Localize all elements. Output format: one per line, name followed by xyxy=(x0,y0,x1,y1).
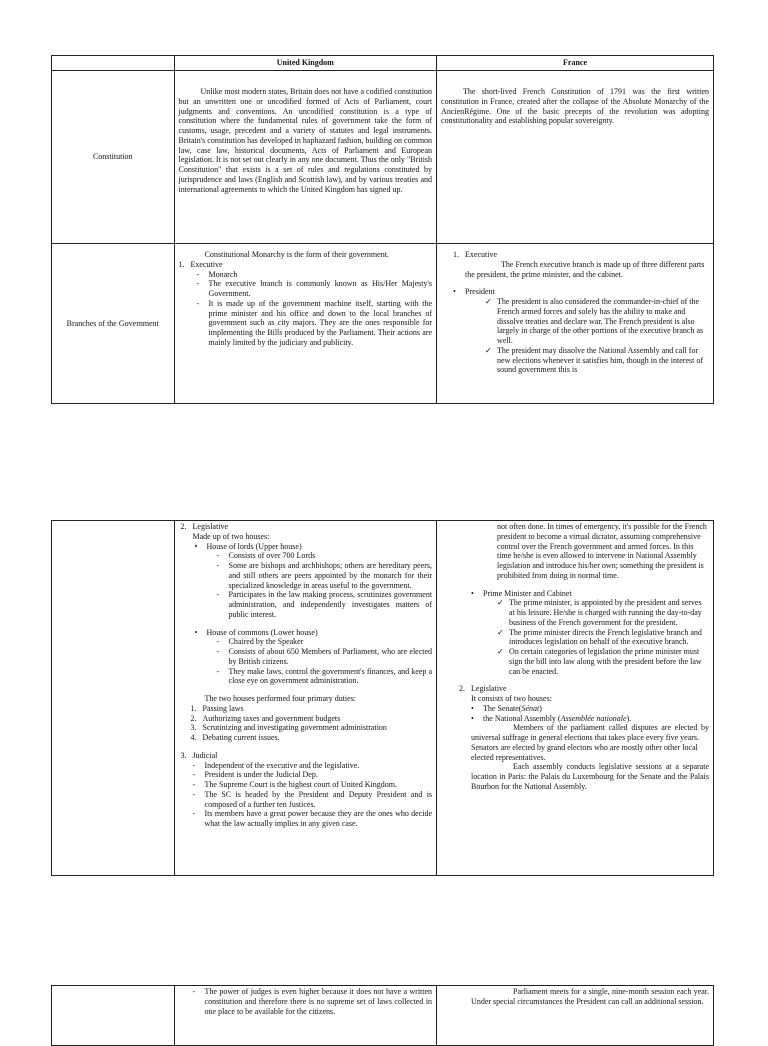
comparison-table-2 xyxy=(51,520,714,876)
dash-marker: - xyxy=(192,809,196,819)
senate-item xyxy=(471,704,709,714)
bullet-marker: • xyxy=(453,287,456,297)
uk-constitution-text: Unlike most modern states, Britain does not have a codified constitution but an unwritten one or uncodified formed of Acts of Parliament, court judgments and conventions. An uncodified constitution is a type of constitution where the fundamental rules of government take the form of customs, usage, precedent and a variety of statutes and legal instruments. Britain's constitution has developed in haphazard fashion, building on common law, case law, historical documents, Acts of Parliament and European legislation. It is not set out clearly in any one document. Thus the only "British Constitution" that exists is a set of rules and regulations constituted by jurisprudence and laws (English and Scottish law), and by various treaties and international agreements to which the United Kingdom has signed up. xyxy=(178,87,433,194)
list-number: 1. xyxy=(453,250,460,259)
fr-legislative-intro: It consists of two houses: xyxy=(471,694,552,703)
fr-executive-title: Executive xyxy=(465,250,498,259)
commons-list xyxy=(179,637,433,686)
dash-marker: - xyxy=(216,666,220,676)
list-item xyxy=(197,299,433,348)
uk-executive-title: Executive xyxy=(190,259,223,269)
uk-judicial-cont-cell xyxy=(174,986,437,1046)
fr-executive-text: The French executive branch is made up of three different parts the president, the prime minister, and the cabinet. xyxy=(465,259,705,279)
dash-marker: - xyxy=(192,770,196,780)
bullet-marker: • xyxy=(471,703,474,713)
fr-legislative-heading xyxy=(459,684,709,694)
bullet-marker: • xyxy=(471,588,474,598)
fr-branches-cell xyxy=(437,244,714,404)
dash-marker: - xyxy=(216,637,220,647)
list-item xyxy=(193,790,433,810)
uk-legislative-heading xyxy=(181,522,433,532)
list-item xyxy=(497,598,709,627)
list-item xyxy=(497,647,709,676)
row-label-constitution: Constitution xyxy=(52,71,175,244)
fr-president-heading xyxy=(453,287,709,297)
list-number: 1. xyxy=(178,259,185,269)
uk-legislative-judicial-cell xyxy=(174,521,437,876)
list-number: 2. xyxy=(459,684,466,694)
list-item-text: On certain categories of legislation the prime minister must sign the bill into law along with the president before the law can be enacted. xyxy=(509,647,702,676)
uk-judicial-title: Judicial xyxy=(192,750,218,760)
uk-branches-cell xyxy=(174,244,437,404)
lords-list xyxy=(179,551,433,619)
fr-president-title: President xyxy=(465,287,495,297)
lords-title: House of lords (Upper house) xyxy=(206,541,302,551)
list-item-text: Independent of the executive and the legislative. xyxy=(204,760,360,770)
dash-marker: - xyxy=(192,987,196,996)
senate-close: ) xyxy=(539,703,542,713)
list-item-text: The SC is headed by the President and Deputy President and is composed of a further ten Justices. xyxy=(204,789,433,809)
bullet-marker: • xyxy=(194,627,198,637)
list-item xyxy=(191,723,433,733)
comparison-table-3 xyxy=(51,985,714,1046)
list-number: 3. xyxy=(190,723,197,733)
uk-executive-heading xyxy=(179,260,433,270)
fr-legislative-p1: Members of the parliament called disputes are elected by universal suffrage in general elections that takes place every five years. xyxy=(471,723,709,742)
fr-constitution-text: The short-lived French Constitution of 1791 was the first written constitution in France, created after the collapse of the Absolute Monarchy of the AncienRégime. One of the basic precepts of the revolution was adopting constitutionality and establishing popular sovereignty. xyxy=(441,87,709,126)
dash-marker: - xyxy=(216,647,220,656)
dash-marker: - xyxy=(196,279,200,289)
dash-marker: - xyxy=(196,269,200,279)
header-uk: United Kingdom xyxy=(174,56,437,71)
header-row xyxy=(52,56,714,71)
list-item xyxy=(217,667,433,687)
list-item xyxy=(485,297,709,346)
assembly-item xyxy=(471,714,709,724)
pm-title: Prime Minister and Cabinet xyxy=(483,588,572,598)
list-item xyxy=(191,733,433,743)
list-item xyxy=(217,590,433,619)
senate-french-name: Sénat xyxy=(521,703,540,713)
row-label-empty xyxy=(52,521,175,876)
fr-executive-heading xyxy=(453,250,709,260)
list-item-text: They make laws, control the government's finances, and keep a close eye on government administration. xyxy=(228,666,433,686)
fr-continuation-cell xyxy=(437,521,714,876)
list-item xyxy=(497,628,709,648)
uk-judicial-heading xyxy=(181,751,433,761)
fr-constitution-cell xyxy=(437,71,714,244)
duties-intro: The two houses performed four primary duties: xyxy=(204,694,357,703)
list-item xyxy=(485,346,709,375)
dash-marker: - xyxy=(192,789,196,799)
assembly-label: the National Assembly ( xyxy=(483,713,561,723)
dash-marker: - xyxy=(196,298,200,308)
fr-president-list xyxy=(441,297,709,375)
list-item-text: Scrutinizing and investigating government administration xyxy=(202,723,387,733)
dash-marker: - xyxy=(192,760,196,770)
assembly-french-name: Assemblée nationale xyxy=(560,713,627,723)
dash-marker: - xyxy=(216,551,220,561)
list-item xyxy=(193,780,433,790)
list-item-text: Authorizing taxes and government budgets xyxy=(202,713,341,723)
uk-judicial-cont-list xyxy=(179,987,433,1016)
check-icon: ✓ xyxy=(497,647,504,656)
uk-judicial-list xyxy=(179,761,433,829)
list-item xyxy=(191,714,433,724)
commons-heading xyxy=(195,628,433,638)
assembly-close: ). xyxy=(626,713,632,723)
list-item xyxy=(193,761,433,771)
row-label-empty xyxy=(52,986,175,1046)
check-icon: ✓ xyxy=(497,598,504,608)
list-item xyxy=(217,637,433,647)
fr-president-continued: not often done. In times of emergency, it's possible for the French president to become a virtual dictator, assuming comprehensive control over the French government and armed forces. In this time he/she is even allowed to intervene in National Assembly legislation and introduce his/her own; something the president is prohibited from doing in normal time. xyxy=(497,522,707,580)
fr-parliament-text: Parliament meets for a single, nine-month session each year. Under special circumstances the President can call an additional session. xyxy=(471,987,709,1006)
dash-marker: - xyxy=(216,590,220,600)
list-item-text: The prime minister, is appointed by the president and serves at his leisure. He/she is charged with running the day-to-day business of the French government for the president. xyxy=(509,598,702,627)
check-icon: ✓ xyxy=(497,627,504,637)
pm-list xyxy=(441,598,709,676)
fr-legislative-title: Legislative xyxy=(471,684,507,694)
list-item-text: Debating current issues. xyxy=(202,733,280,742)
uk-branches-intro: Constitutional Monarchy is the form of their government. xyxy=(204,250,389,259)
list-item-text: The prime minister directs the French legislative branch and introduces legislation on behalf of the executive branch. xyxy=(509,627,702,647)
dash-marker: - xyxy=(192,780,196,789)
list-item xyxy=(191,704,433,714)
uk-constitution-cell xyxy=(174,71,437,244)
list-item-text: Passing laws xyxy=(202,703,244,713)
list-item xyxy=(217,561,433,590)
list-item-text: The president is also considered the commander-in-chief of the French armed forces and solely has the ability to make and dissolve treaties and declare war. The French president is also largely in charge of the other portions of the executive branch as well. xyxy=(497,297,704,345)
list-item xyxy=(217,647,433,667)
list-number: 2. xyxy=(190,713,197,723)
uk-legislative-title: Legislative xyxy=(192,522,229,531)
list-number: 4. xyxy=(190,733,197,742)
list-item-text: The power of judges is even higher because it does not have a written constitution and therefore there is no supreme set of laws collected in one place to be available for the citizens. xyxy=(204,987,433,1016)
continuation-row xyxy=(52,521,714,876)
fr-legislative-p3: Each assembly conducts legislative sessions at a separate location in Paris: the Palais du Luxembourg for the Senate and the Palais Bourbon for the National Assembly. xyxy=(471,762,709,791)
continuation-row-2 xyxy=(52,986,714,1046)
list-item-text: Some are bishops and archbishops; others are hereditary peers, and still others are peers appointed by the monarch for their specialized knowledge in areas useful to the government. xyxy=(228,561,433,590)
dash-marker: - xyxy=(216,561,220,570)
list-item xyxy=(193,770,433,780)
bullet-marker: • xyxy=(471,713,474,723)
commons-title: House of commons (Lower house) xyxy=(206,627,318,637)
list-number: 2. xyxy=(180,522,187,531)
list-item-text: Monarch xyxy=(208,269,238,279)
list-number: 1. xyxy=(190,703,197,713)
pm-heading xyxy=(471,589,709,599)
senate-label: The Senate( xyxy=(483,703,522,713)
row-label-branches: Branches of the Government xyxy=(52,244,175,404)
list-item xyxy=(197,270,433,280)
header-empty xyxy=(52,56,175,71)
fr-legislative-p2: Senators are elected by grand electors who are mostly other other local elected representatives. xyxy=(471,742,698,762)
list-item-text: Participates in the law making process, scrutinizes government administration, and independently investigates matters of public interest. xyxy=(228,590,433,619)
list-item-text: Consists of over 700 Lords xyxy=(228,551,316,561)
list-item xyxy=(217,551,433,561)
constitution-row xyxy=(52,71,714,244)
uk-executive-list xyxy=(179,270,433,348)
list-item-text: The executive branch is commonly known as His/Her Majesty's Government. xyxy=(208,279,433,298)
list-number: 3. xyxy=(180,750,187,760)
header-france: France xyxy=(437,56,714,71)
bullet-marker: • xyxy=(194,541,198,551)
check-icon: ✓ xyxy=(485,297,492,306)
list-item-text: Its members have a great power because they are the ones who decide what the law actually implies in any given case. xyxy=(204,809,433,828)
lords-heading xyxy=(195,542,433,552)
list-item xyxy=(197,279,433,299)
duties-list xyxy=(179,704,433,743)
branches-row xyxy=(52,244,714,404)
list-item xyxy=(193,987,433,1016)
check-icon: ✓ xyxy=(485,345,492,355)
list-item-text: President is under the Judicial Dep. xyxy=(204,770,318,780)
list-item-text: Consists of about 650 Members of Parliament, who are elected by British citizens. xyxy=(228,647,433,666)
list-item-text: It is made up of the government machine itself, starting with the prime minister and his office and down to the local branches of government such as city majors. They are the ones responsible for implementing the Bills produced by the Parliament. Their actions are mainly limited by the judiciary and publicity. xyxy=(208,298,433,347)
list-item-text: Chaired by the Speaker xyxy=(228,637,304,647)
list-item-text: The Supreme Court is the highest court of United Kingdom. xyxy=(204,780,397,789)
comparison-table-1 xyxy=(51,55,714,404)
uk-legislative-intro: Made up of two houses: xyxy=(192,531,270,541)
list-item xyxy=(193,809,433,829)
fr-parliament-cell xyxy=(437,986,714,1046)
list-item-text: The president may dissolve the National Assembly and call for new elections whenever it satisfies him, though in the interest of sound government this is xyxy=(497,345,703,375)
